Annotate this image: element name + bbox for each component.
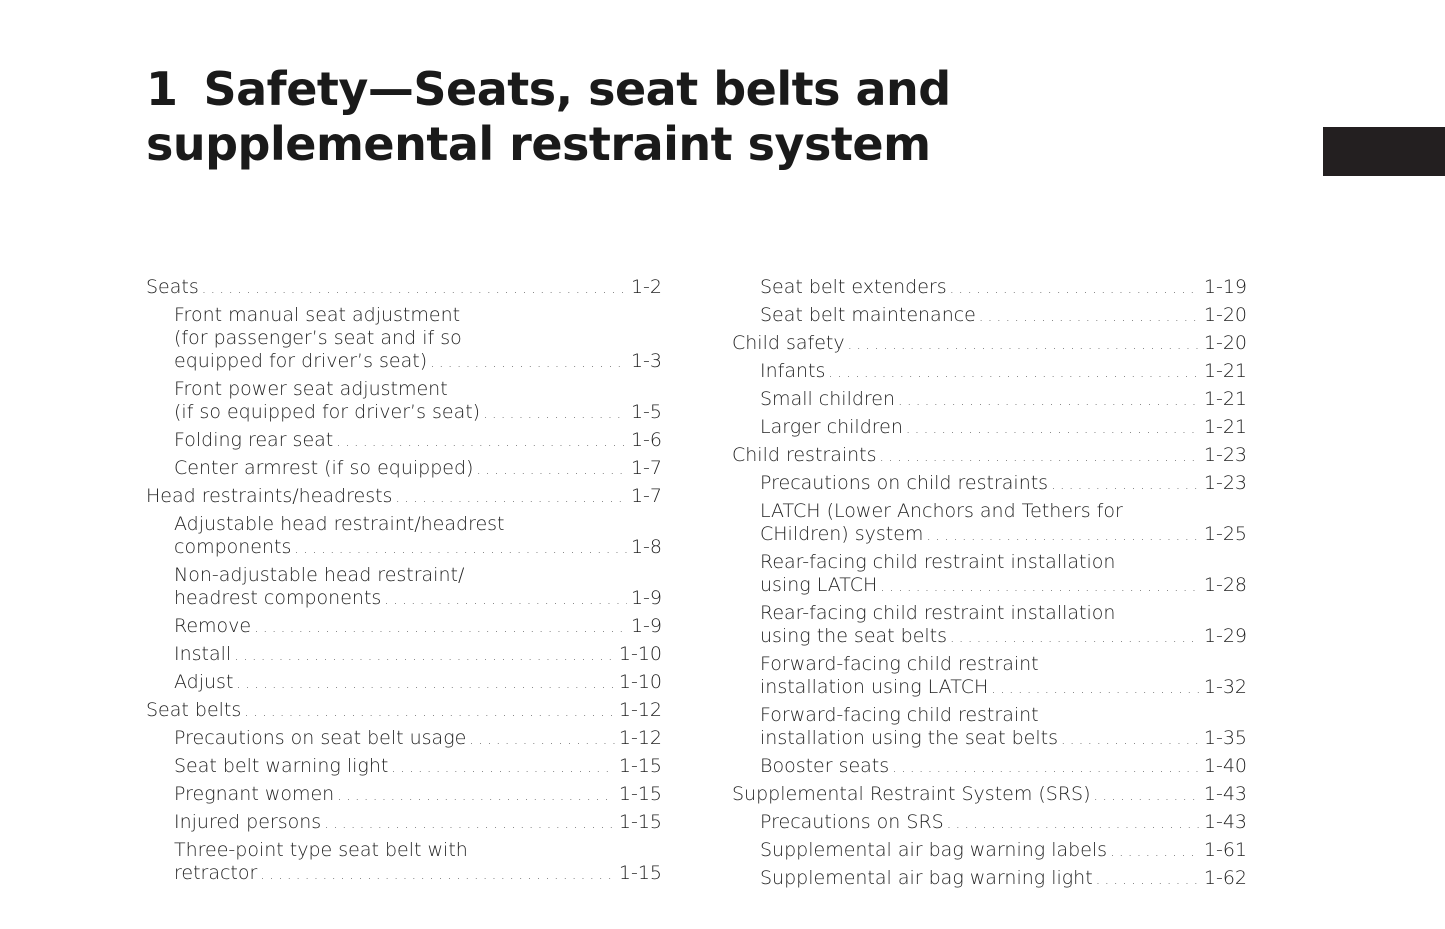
dot-leader: [476, 459, 627, 482]
toc-entry-line: [732, 444, 1247, 469]
toc-entry-title: Three-point type seat belt with: [174, 839, 468, 861]
toc-entry-line: [760, 360, 1247, 385]
toc-right-column: [732, 276, 1247, 895]
dot-leader: [1096, 869, 1200, 892]
dot-leader: [1094, 785, 1200, 808]
toc-page-number: 1-9: [630, 587, 662, 609]
toc-entry-line: [760, 574, 1247, 599]
dot-leader: [947, 813, 1200, 836]
toc-subsection-entry[interactable]: [146, 564, 662, 612]
dot-leader: [828, 362, 1200, 385]
toc-subsection-entry[interactable]: [732, 704, 1247, 752]
toc-entry-title: Rear-facing child restraint installation: [760, 602, 1116, 624]
toc-entry-title: Seat belt warning light: [174, 755, 389, 777]
toc-entry-title: Seat belts: [146, 699, 242, 721]
toc-subsection-entry[interactable]: [146, 457, 662, 482]
toc-page-number: 1-12: [618, 727, 662, 749]
dot-leader: [483, 403, 627, 426]
toc-entry-title: using LATCH: [760, 574, 878, 596]
toc-entry-title: components: [174, 536, 292, 558]
toc-entry-line: [174, 755, 662, 780]
toc-entry-line: [760, 811, 1247, 836]
toc-entry-title: Center armrest (if so equipped): [174, 457, 474, 479]
toc-page-number: 1-10: [618, 643, 662, 665]
chapter-title-text-1: Safety—Seats, seat belts and: [203, 62, 951, 116]
toc-page-number: 1-20: [1203, 332, 1247, 354]
toc-entry-line: [760, 676, 1247, 701]
toc-entry-title: Pregnant women: [174, 783, 335, 805]
toc-entry-title: Forward-facing child restraint: [760, 704, 1039, 726]
toc-entry-title: using the seat belts: [760, 625, 948, 647]
dot-leader: [337, 785, 615, 808]
toc-entry-title: Precautions on SRS: [760, 811, 944, 833]
toc-subsection-entry[interactable]: [732, 602, 1247, 650]
toc-entry-title: Adjustable head restraint/headrest: [174, 513, 505, 535]
toc-entry-title: Child restraints: [732, 444, 877, 466]
toc-page-number: 1-29: [1203, 625, 1247, 647]
toc-entry-line: [760, 867, 1247, 892]
toc-subsection-entry[interactable]: [146, 429, 662, 454]
toc-entry-line: [760, 653, 1247, 676]
toc-entry-line: [760, 304, 1247, 329]
dot-leader: [1110, 841, 1200, 864]
toc-page-number: 1-9: [630, 615, 662, 637]
toc-section-entry[interactable]: [146, 699, 662, 724]
dot-leader: [202, 278, 627, 301]
toc-entry-line: [174, 536, 662, 561]
toc-page-number: 1-25: [1203, 523, 1247, 545]
toc-section-entry[interactable]: [146, 485, 662, 510]
toc-entry-line: [174, 643, 662, 668]
toc-subsection-entry[interactable]: [732, 416, 1247, 441]
toc-page-number: 1-2: [630, 276, 662, 298]
toc-entry-line: [732, 783, 1247, 808]
toc-page-number: 1-7: [630, 457, 662, 479]
toc-entry-title: Front manual seat adjustment: [174, 304, 461, 326]
dot-leader: [294, 538, 627, 561]
toc-entry-line: [760, 839, 1247, 864]
toc-subsection-entry[interactable]: [146, 378, 662, 426]
dot-leader: [906, 418, 1200, 441]
toc-entry-title: Injured persons: [174, 811, 322, 833]
toc-entry-title: Seats: [146, 276, 199, 298]
toc-section-entry[interactable]: [732, 332, 1247, 357]
toc-entry-line: [760, 755, 1247, 780]
toc-entry-line: [146, 699, 662, 724]
toc-entry-line: [760, 727, 1247, 752]
toc-entry-title: Child safety: [732, 332, 845, 354]
toc-entry-line: [174, 811, 662, 836]
toc-entry-title: installation using LATCH: [760, 676, 989, 698]
dot-leader: [898, 390, 1200, 413]
toc-page-number: 1-28: [1203, 574, 1247, 596]
toc-subsection-entry[interactable]: [732, 755, 1247, 780]
dot-leader: [950, 278, 1200, 301]
toc-entry-line: [174, 327, 662, 350]
toc-entry-line: [174, 457, 662, 482]
dot-leader: [979, 306, 1200, 329]
toc-entry-line: [174, 615, 662, 640]
toc-entry-title: Remove: [174, 615, 252, 637]
toc-entry-line: [760, 388, 1247, 413]
toc-page-number: 1-21: [1203, 360, 1247, 382]
chapter-title-line-2: supplemental restraint system: [146, 117, 931, 171]
toc-entry-line: [174, 587, 662, 612]
toc-entry-line: [760, 704, 1247, 727]
toc-subsection-entry[interactable]: [146, 615, 662, 640]
toc-entry-line: [174, 304, 662, 327]
toc-entry-line: [732, 332, 1247, 357]
toc-entry-title: Supplemental Restraint System (SRS): [732, 783, 1091, 805]
dot-leader: [430, 352, 627, 375]
toc-page-number: 1-15: [618, 811, 662, 833]
toc-entry-title: Folding rear seat: [174, 429, 334, 451]
toc-entry-title: Seat belt extenders: [760, 276, 947, 298]
toc-page-number: 1-23: [1203, 444, 1247, 466]
toc-entry-title: Non-adjustable head restraint/: [174, 564, 465, 586]
toc-subsection-entry[interactable]: [732, 500, 1247, 548]
dot-leader: [384, 589, 627, 612]
toc-subsection-entry[interactable]: [732, 360, 1247, 385]
dot-leader: [260, 864, 615, 887]
toc-page-number: 1-43: [1203, 783, 1247, 805]
toc-entry-title: CHildren) system: [760, 523, 924, 545]
toc-entry-title: headrest components: [174, 587, 382, 609]
toc-subsection-entry[interactable]: [146, 643, 662, 668]
dot-leader: [395, 487, 627, 510]
toc-page-number: 1-12: [618, 699, 662, 721]
toc-subsection-entry[interactable]: [146, 513, 662, 561]
dot-leader: [1051, 474, 1200, 497]
dot-leader: [880, 446, 1200, 469]
toc-section-entry[interactable]: [732, 444, 1247, 469]
chapter-number: 1: [146, 62, 178, 116]
toc-entry-line: [760, 276, 1247, 301]
toc-entry-line: [760, 500, 1247, 523]
toc-page-number: 1-19: [1203, 276, 1247, 298]
toc-subsection-entry[interactable]: [146, 783, 662, 808]
toc-entry-title: Booster seats: [760, 755, 890, 777]
toc-entry-line: [174, 862, 662, 887]
toc-entry-title: equipped for driver’s seat): [174, 350, 428, 372]
toc-subsection-entry[interactable]: [732, 304, 1247, 329]
toc-entry-line: [174, 564, 662, 587]
toc-section-entry[interactable]: [732, 783, 1247, 808]
toc-page-number: 1-15: [618, 862, 662, 884]
toc-page-number: 1-32: [1203, 676, 1247, 698]
toc-entry-line: [146, 276, 662, 301]
toc-subsection-entry[interactable]: [146, 304, 662, 375]
chapter-title-line-1: [146, 62, 951, 117]
toc-entry-line: [146, 485, 662, 510]
toc-subsection-entry[interactable]: [732, 388, 1247, 413]
toc-entry-title: Larger children: [760, 416, 903, 438]
toc-entry-title: (if so equipped for driver’s seat): [174, 401, 481, 423]
toc-page-number: 1-3: [630, 350, 662, 372]
toc-entry-line: [760, 472, 1247, 497]
toc-entry-title: Head restraints/headrests: [146, 485, 393, 507]
toc-entry-line: [760, 416, 1247, 441]
dot-leader: [391, 757, 615, 780]
dot-leader: [236, 673, 614, 696]
toc-entry-line: [174, 727, 662, 752]
toc-entry-title: LATCH (Lower Anchors and Tethers for: [760, 500, 1123, 522]
toc-entry-title: Supplemental air bag warning labels: [760, 839, 1108, 861]
toc-entry-title: Front power seat adjustment: [174, 378, 448, 400]
toc-entry-line: [760, 523, 1247, 548]
toc-entry-title: retractor: [174, 862, 258, 884]
toc-entry-title: Rear-facing child restraint installation: [760, 551, 1116, 573]
toc-entry-line: [174, 783, 662, 808]
dot-leader: [324, 813, 615, 836]
toc-subsection-entry[interactable]: [732, 653, 1247, 701]
toc-entry-title: Precautions on seat belt usage: [174, 727, 467, 749]
dot-leader: [950, 627, 1200, 650]
dot-leader: [848, 334, 1200, 357]
toc-subsection-entry[interactable]: [732, 276, 1247, 301]
toc-entry-title: installation using the seat belts: [760, 727, 1058, 749]
toc-entry-title: Supplemental air bag warning light: [760, 867, 1093, 889]
toc-subsection-entry[interactable]: [732, 811, 1247, 836]
toc-entry-line: [174, 350, 662, 375]
dot-leader: [244, 701, 615, 724]
toc-page-number: 1-21: [1203, 416, 1247, 438]
toc-subsection-entry[interactable]: [732, 839, 1247, 864]
dot-leader: [254, 617, 627, 640]
dot-leader: [991, 678, 1200, 701]
toc-entry-line: [174, 429, 662, 454]
toc-page-number: 1-21: [1203, 388, 1247, 410]
toc-page-number: 1-43: [1203, 811, 1247, 833]
dot-leader: [926, 525, 1199, 548]
toc-entry-line: [174, 671, 662, 696]
toc-entry-title: Small children: [760, 388, 896, 410]
toc-page-number: 1-7: [630, 485, 662, 507]
toc-page-number: 1-8: [630, 536, 662, 558]
toc-page-number: 1-61: [1203, 839, 1247, 861]
toc-entry-title: Seat belt maintenance: [760, 304, 976, 326]
toc-page-number: 1-40: [1203, 755, 1247, 777]
toc-page-number: 1-5: [630, 401, 662, 423]
toc-entry-line: [760, 551, 1247, 574]
toc-entry-title: Infants: [760, 360, 826, 382]
toc-page-number: 1-62: [1203, 867, 1247, 889]
toc-page-number: 1-10: [618, 671, 662, 693]
toc-entry-line: [760, 625, 1247, 650]
toc-entry-line: [174, 378, 662, 401]
toc-subsection-entry[interactable]: [146, 839, 662, 887]
toc-page-number: 1-23: [1203, 472, 1247, 494]
dot-leader: [336, 431, 627, 454]
toc-entry-line: [174, 401, 662, 426]
toc-subsection-entry[interactable]: [732, 472, 1247, 497]
dot-leader: [469, 729, 615, 752]
toc-entry-line: [174, 839, 662, 862]
toc-entry-title: Precautions on child restraints: [760, 472, 1049, 494]
toc-entry-line: [760, 602, 1247, 625]
toc-page-number: 1-15: [618, 755, 662, 777]
toc-entry-title: Adjust: [174, 671, 234, 693]
dot-leader: [880, 576, 1200, 599]
toc-subsection-entry[interactable]: [146, 755, 662, 780]
toc-section-entry[interactable]: [146, 276, 662, 301]
dot-leader: [234, 645, 615, 668]
toc-subsection-entry[interactable]: [732, 867, 1247, 892]
toc-left-column: [146, 276, 662, 890]
toc-page-number: 1-6: [630, 429, 662, 451]
dot-leader: [1061, 729, 1200, 752]
toc-page-number: 1-20: [1203, 304, 1247, 326]
toc-subsection-entry[interactable]: [146, 727, 662, 752]
dot-leader: [892, 757, 1200, 780]
toc-entry-line: [174, 513, 662, 536]
toc-page-number: 1-15: [618, 783, 662, 805]
chapter-tab-marker: [1323, 127, 1445, 176]
toc-subsection-entry[interactable]: [732, 551, 1247, 599]
toc-entry-title: (for passenger’s seat and if so: [174, 327, 462, 349]
toc-entry-title: Forward-facing child restraint: [760, 653, 1039, 675]
chapter-title: [146, 62, 951, 172]
toc-page-number: 1-35: [1203, 727, 1247, 749]
toc-entry-title: Install: [174, 643, 232, 665]
toc-subsection-entry[interactable]: [146, 671, 662, 696]
toc-subsection-entry[interactable]: [146, 811, 662, 836]
